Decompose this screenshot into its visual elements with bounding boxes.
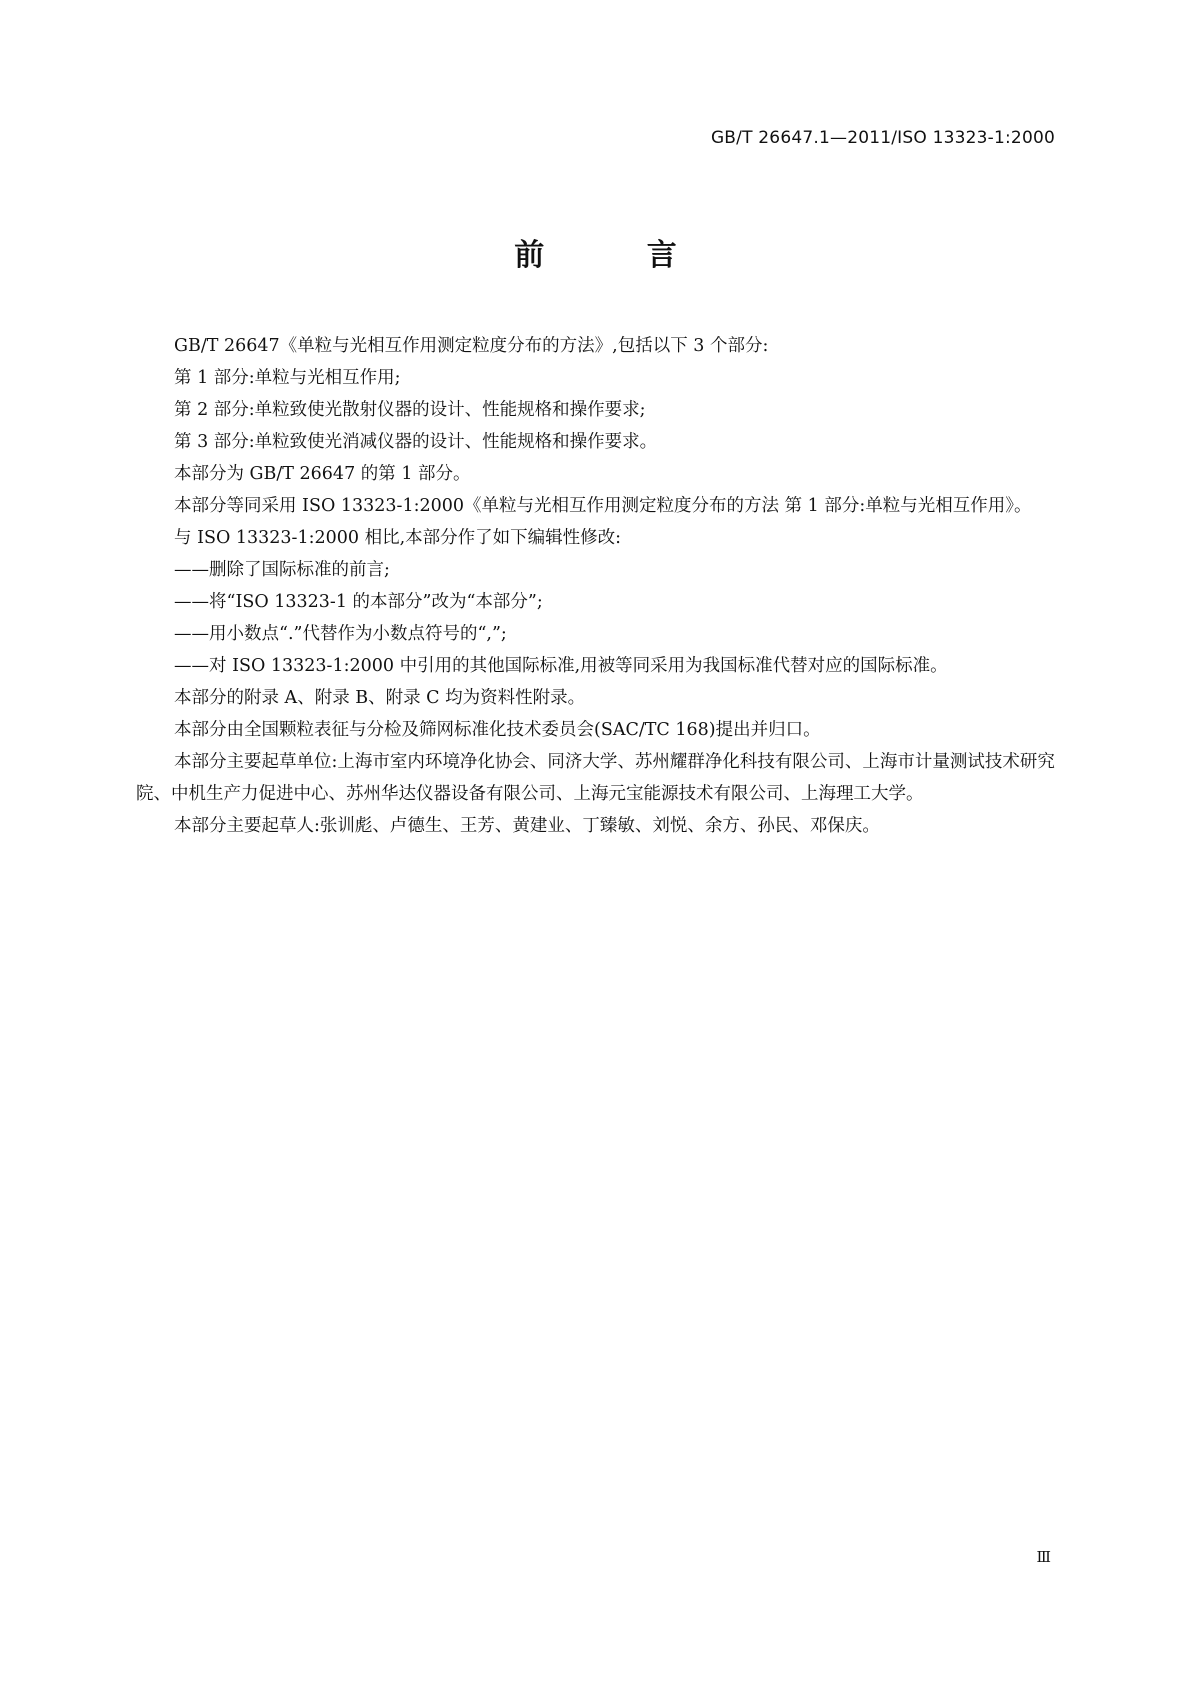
change-item: ——删除了国际标准的前言; (174, 560, 390, 580)
paragraph-part-2: 第 2 部分:单粒致使光散射仪器的设计、性能规格和操作要求; (174, 400, 646, 420)
paragraph-this-part: 本部分为 GB/T 26647 的第 1 部分。 (174, 464, 471, 484)
paragraph-parts-intro: GB/T 26647《单粒与光相互作用测定粒度分布的方法》,包括以下 3 个部分: (174, 336, 769, 356)
paragraph-drafting-units: 本部分主要起草单位:上海市室内环境净化协会、同济大学、苏州耀群净化科技有限公司、上海市计量测试技术研究院、中机生产力促进中心、苏州华达仪器设备有限公司、上海元宝能源技术有限公司、上海理工大学。 (136, 752, 1055, 804)
paragraph-proposed-by: 本部分由全国颗粒表征与分检及筛网标准化技术委员会(SAC/TC 168)提出并归口。 (174, 720, 821, 740)
paragraph-adoption: 本部分等同采用 ISO 13323-1:2000《单粒与光相互作用测定粒度分布的方法 第 1 部分:单粒与光相互作用》。 (174, 496, 1032, 516)
paragraph-annexes: 本部分的附录 A、附录 B、附录 C 均为资料性附录。 (174, 688, 586, 708)
page-title: 前 言 (514, 238, 723, 273)
change-item: ——将“ISO 13323-1 的本部分”改为“本部分”; (174, 592, 543, 612)
foreword-body (136, 330, 1056, 842)
change-item: ——用小数点“.”代替作为小数点符号的“,”; (174, 624, 507, 644)
page-number: Ⅲ (1036, 1548, 1051, 1566)
paragraph-part-1: 第 1 部分:单粒与光相互作用; (174, 368, 401, 388)
paragraph-changes-intro: 与 ISO 13323-1:2000 相比,本部分作了如下编辑性修改: (174, 528, 622, 548)
paragraph-drafters: 本部分主要起草人:张训彪、卢德生、王芳、黄建业、丁臻敏、刘悦、余方、孙民、邓保庆。 (174, 816, 880, 836)
standard-number-header: GB/T 26647.1—2011/ISO 13323-1:2000 (710, 128, 1055, 148)
change-item: ——对 ISO 13323-1:2000 中引用的其他国际标准,用被等同采用为我国标准代替对应的国际标准。 (174, 656, 948, 676)
paragraph-part-3: 第 3 部分:单粒致使光消减仪器的设计、性能规格和操作要求。 (174, 432, 658, 452)
